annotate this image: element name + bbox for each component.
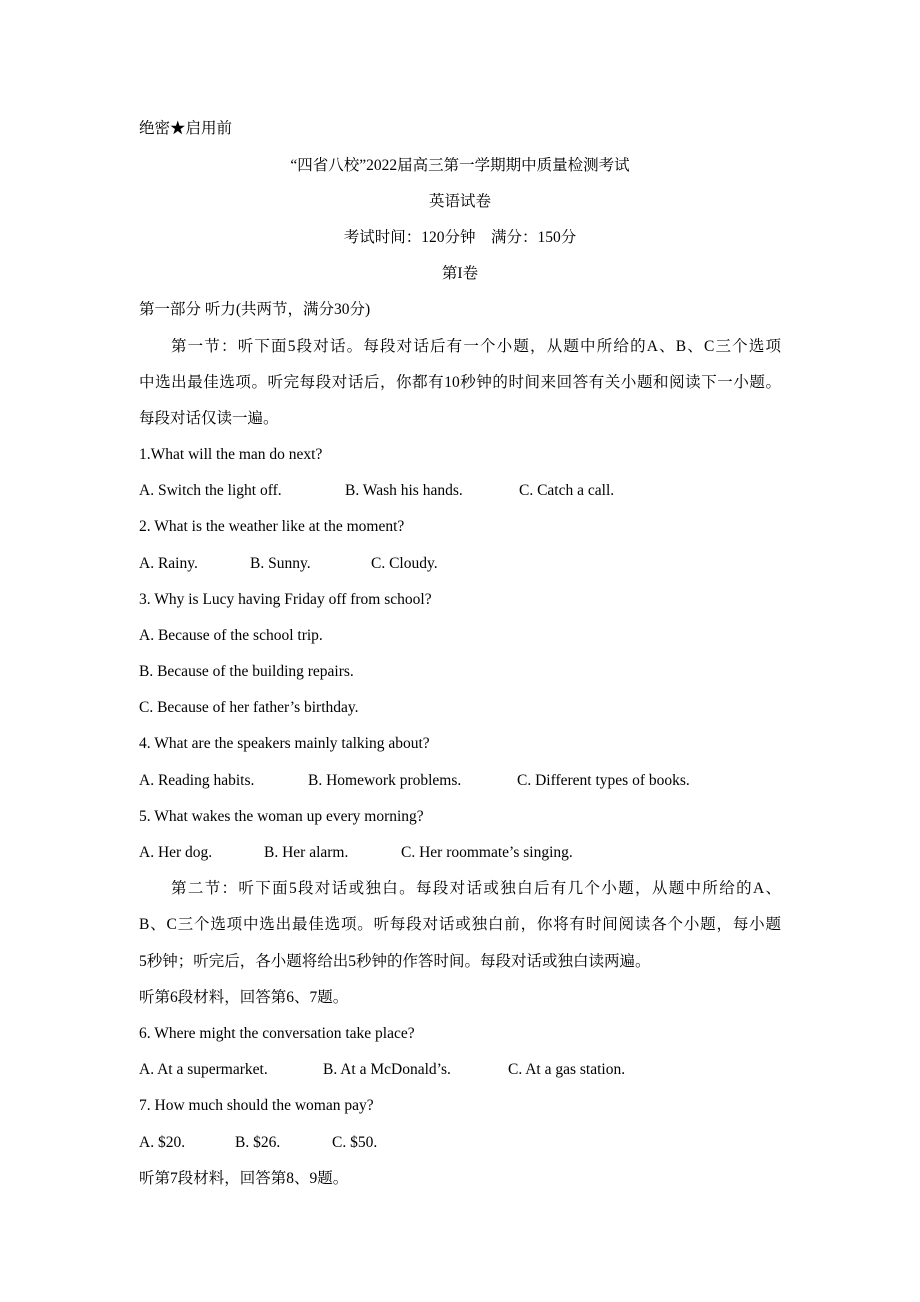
option-a: A. Rainy. [139,555,198,572]
section1-instruction-line: 第一节：听下面5段对话。每段对话后有一个小题，从题中所给的A、B、C三个选项 [171,338,781,355]
option-a: A. Reading habits. [139,772,255,789]
option-c: C. Her roommate’s singing. [401,844,573,861]
question-5-options [139,841,781,865]
question-2: 2. What is the weather like at the moment? [139,518,405,535]
exam-title: “四省八校”2022届高三第一学期期中质量检测考试 [290,157,630,174]
part1-heading: 第一部分 听力(共两节，满分30分) [139,301,371,318]
option-c: C. Because of her father’s birthday. [139,699,359,716]
option-c: C. At a gas station. [508,1061,626,1078]
option-b: B. Wash his hands. [345,482,463,499]
material-7-label: 听第7段材料，回答第8、9题。 [139,1170,349,1187]
option-b: B. Homework problems. [308,772,462,789]
option-b: B. Sunny. [250,555,311,572]
option-a: A. $20. [139,1134,186,1151]
question-6: 6. Where might the conversation take place? [139,1025,415,1042]
section2-instruction-line: B、C三个选项中选出最佳选项。听每段对话或独白前，你将有时间阅读各个小题，每小题 [139,916,781,933]
option-b: B. At a McDonald’s. [323,1061,451,1078]
question-6-options [139,1058,781,1082]
option-a: A. Because of the school trip. [139,627,323,644]
question-4: 4. What are the speakers mainly talking about? [139,735,430,752]
option-b: B. Because of the building repairs. [139,663,354,680]
section2-instruction-line: 第二节：听下面5段对话或独白。每段对话或独白后有几个小题，从题中所给的A、 [171,880,781,897]
option-c: C. Cloudy. [371,555,438,572]
question-4-options [139,769,781,793]
option-b: B. Her alarm. [264,844,349,861]
option-a: A. Her dog. [139,844,213,861]
question-7-options [139,1131,781,1155]
option-a: A. At a supermarket. [139,1061,268,1078]
option-c: C. Catch a call. [519,482,615,499]
section1-instruction-line: 每段对话仅读一遍。 [139,410,279,427]
option-c: C. $50. [332,1134,378,1151]
question-2-options [139,552,781,576]
question-1-options [139,479,781,503]
question-7: 7. How much should the woman pay? [139,1097,374,1114]
volume-label: 第I卷 [441,265,479,282]
subject-title: 英语试卷 [428,193,491,210]
option-c: C. Different types of books. [517,772,690,789]
question-5: 5. What wakes the woman up every morning? [139,808,424,825]
secret-label: 绝密★启用前 [139,120,233,137]
question-3: 3. Why is Lucy having Friday off from school? [139,591,432,608]
option-a: A. Switch the light off. [139,482,282,499]
option-b: B. $26. [235,1134,281,1151]
material-6-label: 听第6段材料，回答第6、7题。 [139,989,349,1006]
time-score-line: 考试时间：120分钟 满分：150分 [343,229,577,246]
question-1: 1.What will the man do next? [139,446,323,463]
section2-instruction-line: 5秒钟；听完后，各小题将给出5秒钟的作答时间。每段对话或独白读两遍。 [139,953,651,970]
section1-instruction-line: 中选出最佳选项。听完每段对话后，你都有10秒钟的时间来回答有关小题和阅读下一小题。 [139,374,781,391]
